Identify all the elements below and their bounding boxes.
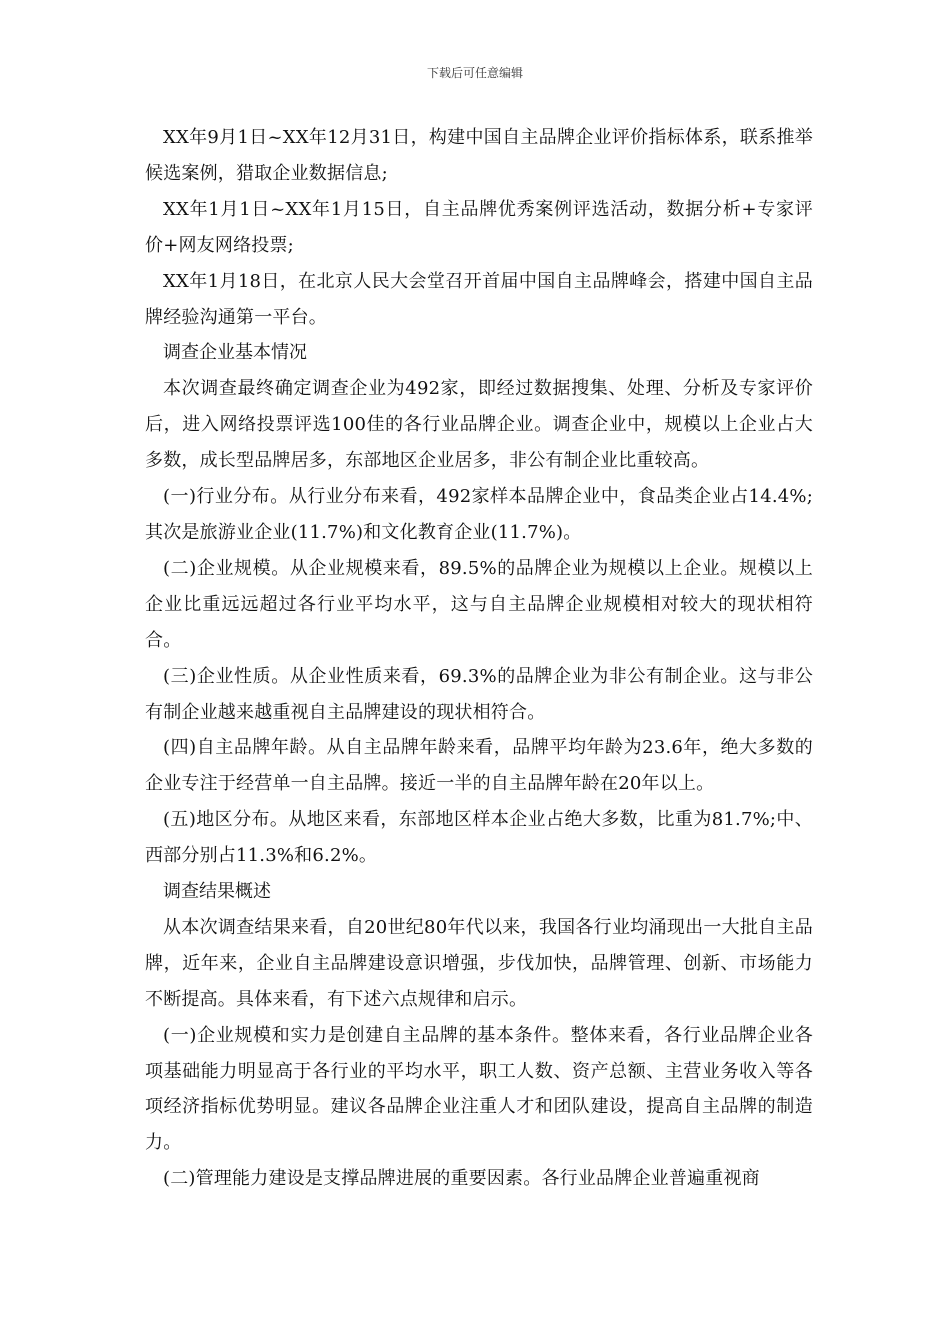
paragraph: 从本次调查结果来看，自20世纪80年代以来，我国各行业均涌现出一大批自主品牌，近年来，企业自主品牌建设意识增强，步伐加快，品牌管理、创新、市场能力不断提高。具体来看，有下述六点规律和启示。	[145, 916, 813, 1010]
paragraph: XX年1月18日，在北京人民大会堂召开首届中国自主品牌峰会，搭建中国自主品牌经验沟通第一平台。	[145, 270, 813, 328]
page-header: 下载后可任意编辑	[426, 66, 523, 80]
document-body	[145, 120, 813, 1197]
paragraph: (一)行业分布。从行业分布来看，492家样本品牌企业中，食品类企业占14.4%;其次是旅游业企业(11.7%)和文化教育企业(11.7%)。	[145, 486, 813, 543]
section-heading: 调查企业基本情况	[163, 342, 307, 364]
paragraph: (四)自主品牌年龄。从自主品牌年龄来看，品牌平均年龄为23.6年，绝大多数的企业专注于经营单一自主品牌。接近一半的自主品牌年龄在20年以上。	[145, 737, 813, 795]
section-heading: 调查结果概述	[163, 881, 271, 903]
paragraph: (三)企业性质。从企业性质来看，69.3%的品牌企业为非公有制企业。这与非公有制企业越来越重视自主品牌建设的现状相符合。	[145, 665, 813, 723]
paragraph: XX年9月1日~XX年12月31日，构建中国自主品牌企业评价指标体系，联系推举候选案例，猎取企业数据信息;	[145, 127, 813, 184]
paragraph: (一)企业规模和实力是创建自主品牌的基本条件。整体来看，各行业品牌企业各项基础能力明显高于各行业的平均水平，职工人数、资产总额、主营业务收入等各项经济指标优势明显。建议各品牌企业注重人才和团队建设，提高自主品牌的制造力。	[145, 1024, 813, 1154]
paragraph: XX年1月1日~XX年1月15日，自主品牌优秀案例评选活动，数据分析+专家评价+网友网络投票;	[145, 198, 813, 256]
paragraph: (二)企业规模。从企业规模来看，89.5%的品牌企业为规模以上企业。规模以上企业比重远远超过各行业平均水平，这与自主品牌企业规模相对较大的现状相符合。	[145, 557, 813, 651]
paragraph: (五)地区分布。从地区来看，东部地区样本企业占绝大多数，比重为81.7%;中、西部分别占11.3%和6.2%。	[145, 809, 813, 867]
paragraph: (二)管理能力建设是支撑品牌进展的重要因素。各行业品牌企业普遍重视商	[163, 1168, 760, 1190]
paragraph: 本次调查最终确定调查企业为492家，即经过数据搜集、处理、分析及专家评价后，进入网络投票评选100佳的各行业品牌企业。调查企业中，规模以上企业占大多数，成长型品牌居多，东部地区企业居多，非公有制企业比重较高。	[145, 378, 813, 472]
